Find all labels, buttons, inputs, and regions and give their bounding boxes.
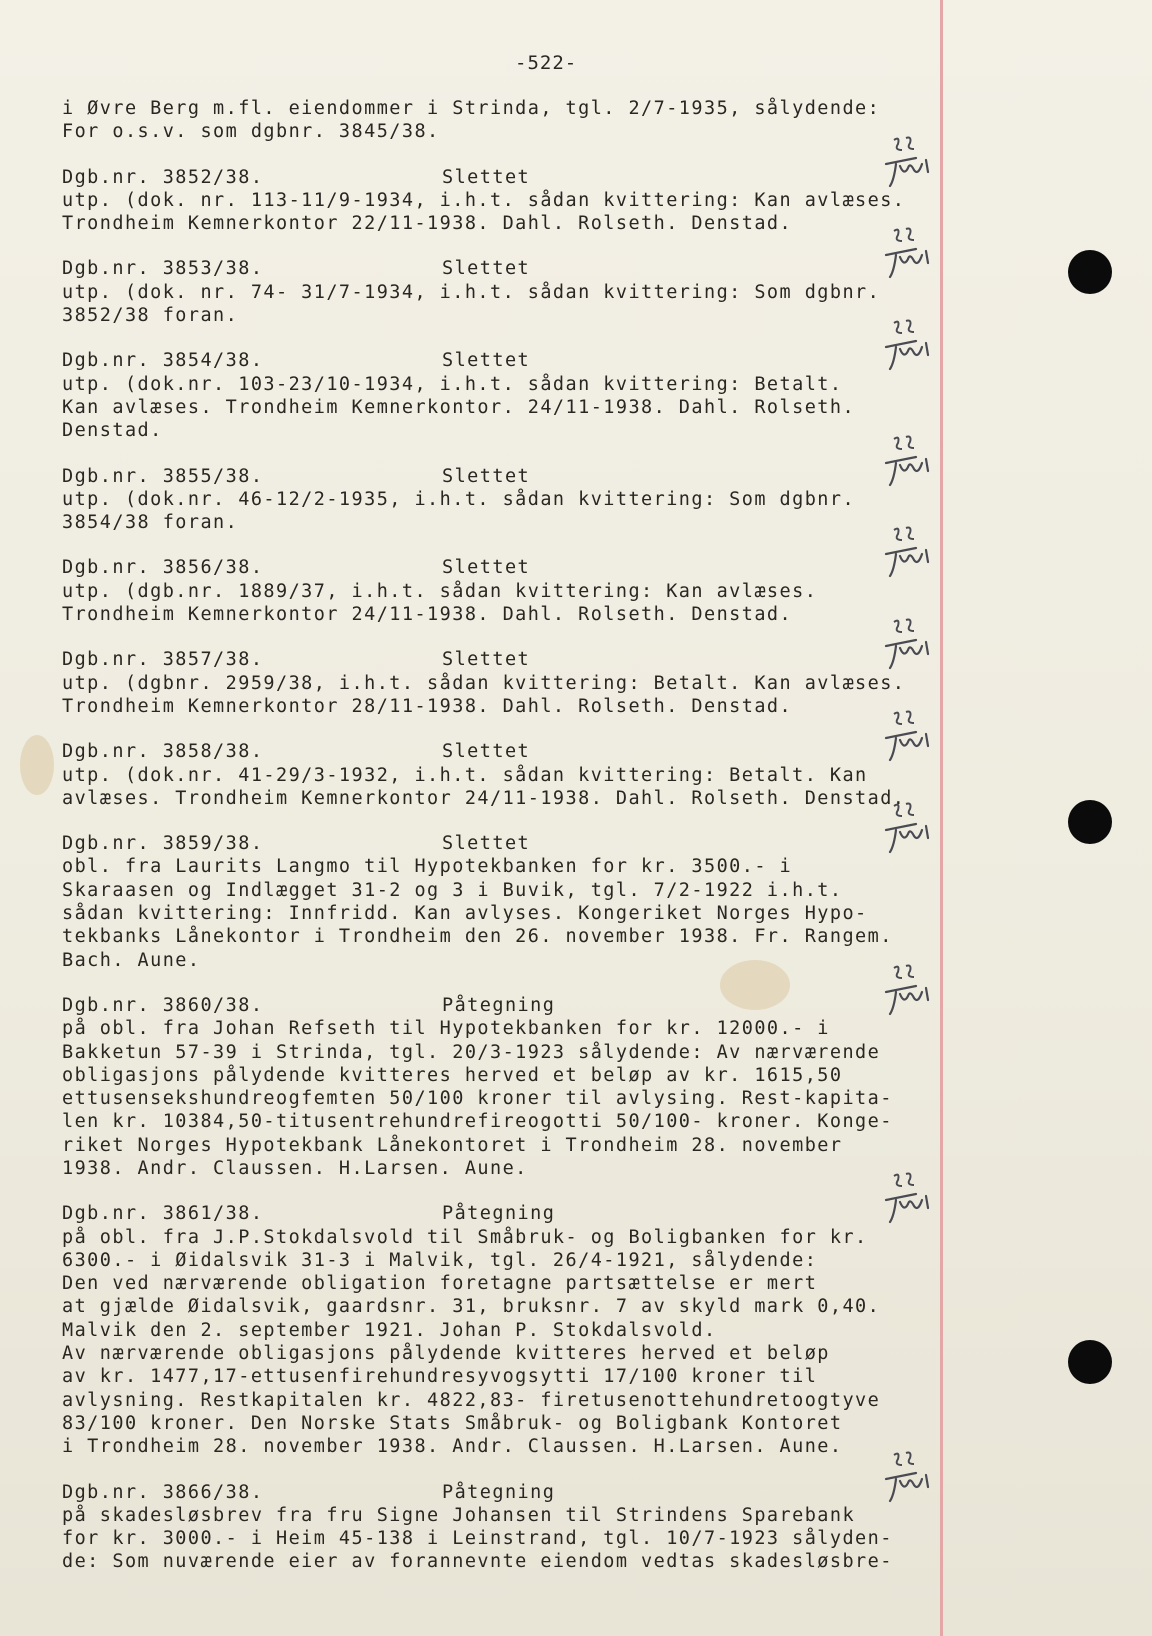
- entry-status: Slettet: [442, 557, 531, 579]
- entry-gap: [62, 144, 962, 166]
- entry-header: [62, 349, 962, 372]
- page-number: -522-: [515, 52, 578, 74]
- entry-header: [62, 1481, 962, 1504]
- entry-number: Dgb.nr. 3859/38.: [62, 833, 264, 855]
- entry-line: 3852/38 foran.: [62, 305, 239, 327]
- handwritten-initials-icon: [880, 1449, 940, 1505]
- entry-number: Dgb.nr. 3854/38.: [62, 350, 264, 372]
- entry-gap: [62, 1180, 962, 1202]
- handwritten-initials-icon: [880, 317, 940, 373]
- handwritten-initials-icon: [880, 800, 940, 856]
- entry-line: 3854/38 foran.: [62, 512, 239, 534]
- entry-status: Slettet: [442, 833, 531, 855]
- entry-number: Dgb.nr. 3858/38.: [62, 741, 264, 763]
- punch-hole-icon: [1068, 800, 1112, 844]
- entry-number: Dgb.nr. 3866/38.: [62, 1481, 264, 1503]
- entry-header: [62, 648, 962, 671]
- entry-status: Slettet: [442, 258, 531, 280]
- handwritten-initials-icon: [880, 134, 940, 190]
- entry-line: utp. (dgb.nr. 1889/37, i.h.t. sådan kvittering: Kan avlæses.: [62, 580, 818, 602]
- entry-line: Trondheim Kemnerkontor 22/11-1938. Dahl. Rolseth. Denstad.: [62, 213, 793, 235]
- handwritten-initials-icon: [880, 433, 940, 489]
- entry-line: i Trondheim 28. november 1938. Andr. Claussen. H.Larsen. Aune.: [62, 1436, 843, 1458]
- entry-line: avlæses. Trondheim Kemnerkontor 24/11-1938. Dahl. Rolseth. Denstad.: [62, 787, 906, 809]
- entry-line: Av nærværende obligasjons pålydende kvitteres herved et beløp: [62, 1343, 830, 1365]
- entry-line: Denstad.: [62, 420, 163, 442]
- entry-line: på skadesløsbrev fra fru Signe Johansen til Strindens Sparebank: [62, 1504, 856, 1526]
- entry-status: Slettet: [442, 465, 531, 487]
- entry-line: utp. (dok. nr. 74- 31/7-1934, i.h.t. sådan kvittering: Som dgbnr.: [62, 281, 881, 303]
- entry-line: Bach. Aune.: [62, 949, 201, 971]
- entry-line: utp. (dok.nr. 41-29/3-1932, i.h.t. sådan kvittering: Betalt. Kan: [62, 764, 868, 786]
- entry-gap: [62, 235, 962, 257]
- entry-header: [62, 166, 962, 189]
- entry-number: Dgb.nr. 3852/38.: [62, 166, 264, 188]
- entry-line: 6300.- i Øidalsvik 31-3 i Malvik, tgl. 26/4-1921, sålydende:: [62, 1249, 818, 1271]
- handwritten-initials-icon: [880, 616, 940, 672]
- entry-line: Den ved nærværende obligation foretagne partsættelse er mert: [62, 1273, 818, 1295]
- entry-line: utp. (dgbnr. 2959/38, i.h.t. sådan kvittering: Betalt. Kan avlæses.: [62, 672, 906, 694]
- entry-status: Slettet: [442, 741, 531, 763]
- entry-number: Dgb.nr. 3856/38.: [62, 557, 264, 579]
- handwritten-initials-icon: [880, 225, 940, 281]
- handwritten-initials-icon: [880, 962, 940, 1018]
- entry-line: riket Norges Hypotekbank Lånekontoret i Trondheim 28. november: [62, 1134, 843, 1156]
- intro-line: For o.s.v. som dgbnr. 3845/38.: [62, 121, 440, 143]
- entry-header: [62, 465, 962, 488]
- punch-hole-icon: [1068, 250, 1112, 294]
- entry-status: Påtegning: [442, 1481, 556, 1503]
- entry-gap: [62, 626, 962, 648]
- entry-line: Trondheim Kemnerkontor 24/11-1938. Dahl. Rolseth. Denstad.: [62, 604, 793, 626]
- entry-line: Skaraasen og Indlægget 31-2 og 3 i Buvik, tgl. 7/2-1922 i.h.t.: [62, 879, 843, 901]
- entry-header: [62, 832, 962, 855]
- entry-gap: [62, 972, 962, 994]
- entry-line: av kr. 1477,17-ettusenfirehundresyvogsytti 17/100 kroner til: [62, 1366, 818, 1388]
- entry-line: 1938. Andr. Claussen. H.Larsen. Aune.: [62, 1157, 528, 1179]
- handwritten-initials-icon: [880, 524, 940, 580]
- entry-line: utp. (dok. nr. 113-11/9-1934, i.h.t. sådan kvittering: Kan avlæses.: [62, 189, 906, 211]
- entry-line: avlysning. Restkapitalen kr. 4822,83- firetusenottehundretoogtyve: [62, 1389, 881, 1411]
- entry-line: sådan kvittering: Innfridd. Kan avlyses. Kongeriket Norges Hypo-: [62, 903, 868, 925]
- entry-gap: [62, 443, 962, 465]
- entry-line: på obl. fra J.P.Stokdalsvold til Småbruk- og Boligbanken for kr.: [62, 1226, 868, 1248]
- entry-number: Dgb.nr. 3861/38.: [62, 1203, 264, 1225]
- entry-line: de: Som nuværende eier av forannevnte eiendom vedtas skadesløsbre-: [62, 1551, 893, 1573]
- entry-line: Bakketun 57-39 i Strinda, tgl. 20/3-1923 sålydende: Av nærværende: [62, 1041, 881, 1063]
- entry-gap: [62, 810, 962, 832]
- entry-line: obl. fra Laurits Langmo til Hypotekbanken for kr. 3500.- i: [62, 856, 793, 878]
- entry-header: [62, 257, 962, 280]
- entry-status: Slettet: [442, 350, 531, 372]
- entry-header: [62, 994, 962, 1017]
- intro-line: i Øvre Berg m.fl. eiendommer i Strinda, tgl. 2/7-1935, sålydende:: [62, 98, 881, 119]
- entry-number: Dgb.nr. 3857/38.: [62, 649, 264, 671]
- entry-number: Dgb.nr. 3855/38.: [62, 465, 264, 487]
- punch-hole-icon: [1068, 1340, 1112, 1384]
- document-text: [62, 97, 962, 1574]
- entry-line: utp. (dok.nr. 103-23/10-1934, i.h.t. sådan kvittering: Betalt.: [62, 373, 843, 395]
- entry-line: ettusensekshundreogfemten 50/100 kroner til avlysing. Rest-kapita-: [62, 1088, 893, 1110]
- entry-line: obligasjons pålydende kvitteres herved et beløp av kr. 1615,50: [62, 1064, 843, 1086]
- entry-number: Dgb.nr. 3853/38.: [62, 258, 264, 280]
- entry-gap: [62, 534, 962, 556]
- entry-line: 83/100 kroner. Den Norske Stats Småbruk- og Boligbank Kontoret: [62, 1412, 843, 1434]
- handwritten-initials-icon: [880, 1170, 940, 1226]
- entry-header: [62, 556, 962, 579]
- entry-status: Slettet: [442, 166, 531, 188]
- entry-gap: [62, 1459, 962, 1481]
- entry-gap: [62, 327, 962, 349]
- handwritten-initials-icon: [880, 708, 940, 764]
- entry-line: Kan avlæses. Trondheim Kemnerkontor. 24/11-1938. Dahl. Rolseth.: [62, 396, 856, 418]
- entry-line: len kr. 10384,50-titusentrehundrefireogotti 50/100- kroner. Konge-: [62, 1111, 893, 1133]
- paper-stain: [20, 735, 54, 795]
- entry-status: Slettet: [442, 649, 531, 671]
- entry-status: Påtegning: [442, 1203, 556, 1225]
- entry-line: Trondheim Kemnerkontor 28/11-1938. Dahl. Rolseth. Denstad.: [62, 695, 793, 717]
- entry-line: tekbanks Lånekontor i Trondheim den 26. november 1938. Fr. Rangem.: [62, 926, 893, 948]
- entry-header: [62, 1202, 962, 1225]
- entry-line: at gjælde Øidalsvik, gaardsnr. 31, bruksnr. 7 av skyld mark 0,40.: [62, 1296, 881, 1318]
- entry-status: Påtegning: [442, 994, 556, 1016]
- entry-number: Dgb.nr. 3860/38.: [62, 994, 264, 1016]
- entry-line: på obl. fra Johan Refseth til Hypotekbanken for kr. 12000.- i: [62, 1018, 830, 1040]
- entry-line: for kr. 3000.- i Heim 45-138 i Leinstrand, tgl. 10/7-1923 sålyden-: [62, 1528, 893, 1550]
- entry-header: [62, 740, 962, 763]
- entry-line: utp. (dok.nr. 46-12/2-1935, i.h.t. sådan kvittering: Som dgbnr.: [62, 488, 856, 510]
- entry-line: Malvik den 2. september 1921. Johan P. Stokdalsvold.: [62, 1319, 717, 1341]
- entry-gap: [62, 718, 962, 740]
